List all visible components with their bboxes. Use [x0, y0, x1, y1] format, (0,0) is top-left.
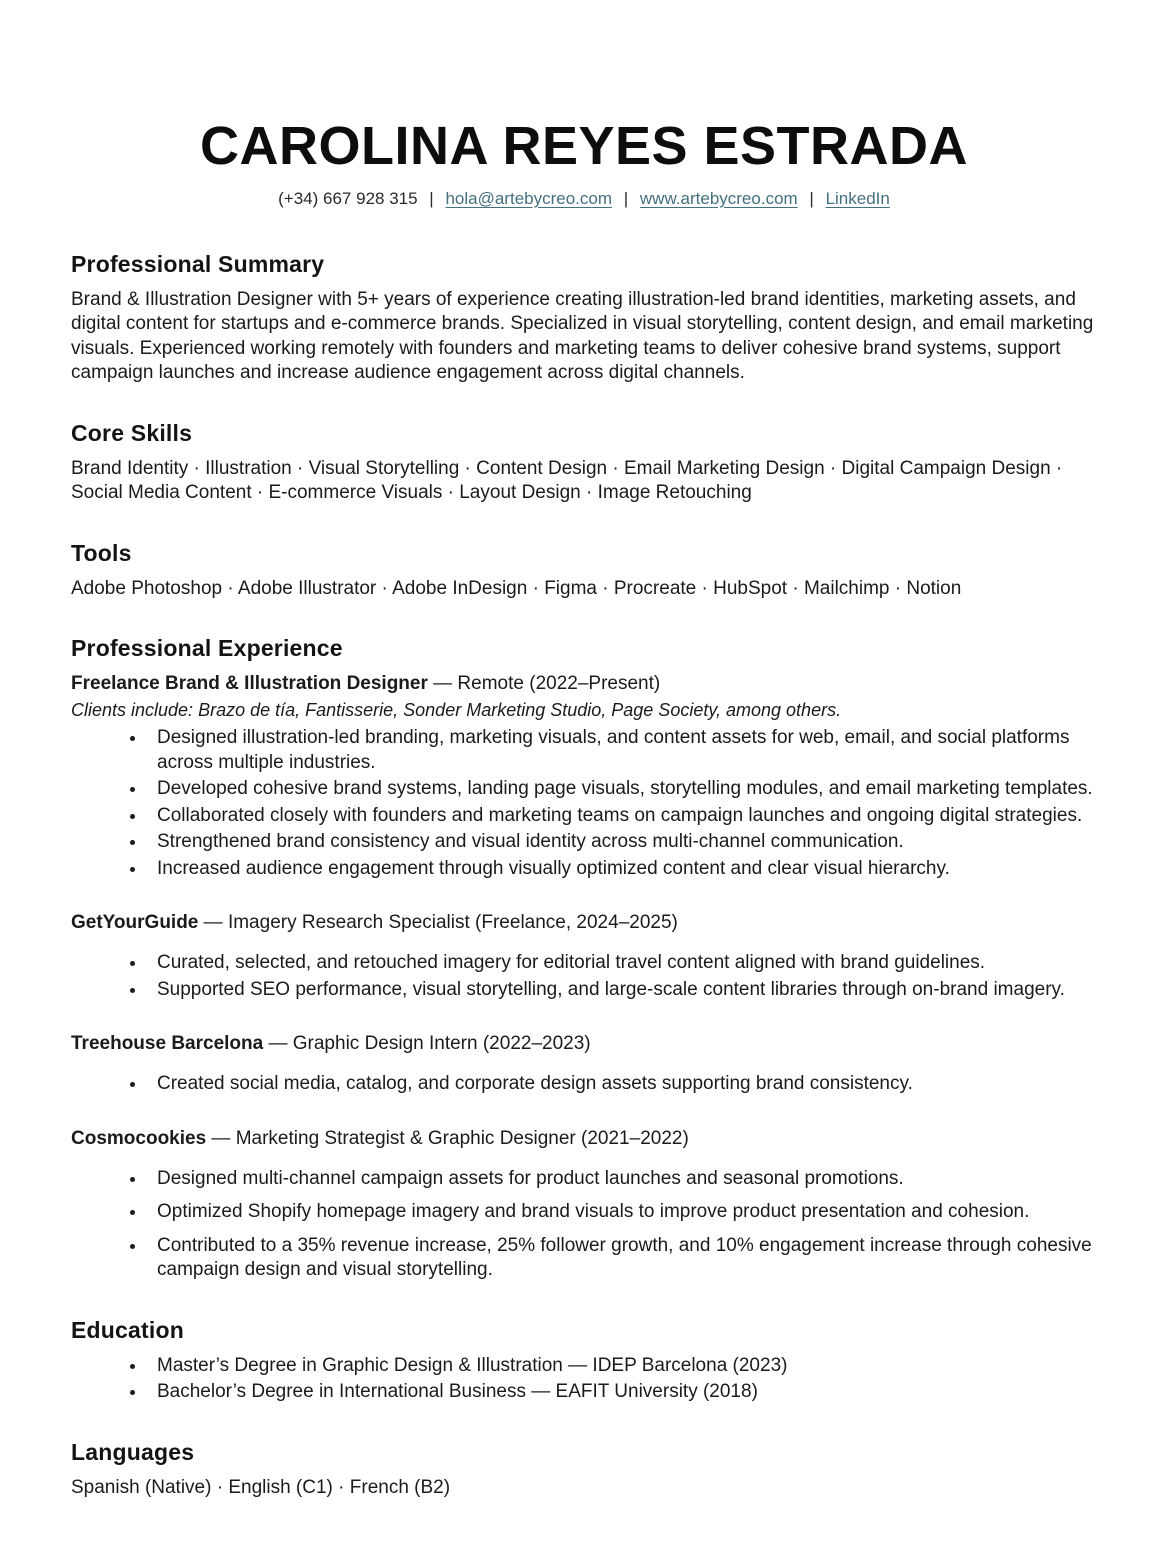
- email-link[interactable]: hola@artebycreo.com: [445, 188, 613, 208]
- job-bullet: • Designed multi-channel campaign assets for product launches and seasonal promotions.: [147, 1167, 1097, 1192]
- job-bullet: • Developed cohesive brand systems, landing page visuals, storytelling modules, and email marketing templates.: [147, 777, 1097, 802]
- job-title-bold: Freelance Brand & Illustration Designer: [71, 673, 428, 695]
- section-tools: [71, 540, 1097, 602]
- job-bullet: • Collaborated closely with founders and marketing teams on campaign launches and ongoing digital strategies.: [147, 804, 1097, 829]
- section-title-tools: Tools: [71, 539, 132, 566]
- contact-separator: |: [809, 188, 814, 208]
- section-title-education: Education: [71, 1316, 184, 1343]
- job-heading: [71, 672, 1097, 696]
- job-heading: [71, 1127, 1097, 1151]
- job-title-bold: GetYourGuide: [71, 912, 199, 934]
- section-title-languages: Languages: [71, 1438, 195, 1465]
- core-skills-text: Brand Identity · Illustration · Visual Storytelling · Content Design · Email Marketing Design · Digital Campaign Design · Social Media Content · E-commerce Visuals · Layout Design · Image Retouching: [71, 457, 1063, 504]
- resume-header: [71, 118, 1097, 209]
- job-bullet-list: [71, 1072, 1097, 1097]
- contact-separator: |: [429, 188, 434, 208]
- job-getyourguide: [71, 911, 1097, 1002]
- job-heading: [71, 911, 1097, 935]
- job-meta: — Marketing Strategist & Graphic Designer (2021–2022): [206, 1127, 689, 1149]
- job-title-bold: Treehouse Barcelona: [71, 1033, 264, 1055]
- job-bullet-list: [71, 1167, 1097, 1283]
- candidate-name: CAROLINA REYES ESTRADA: [199, 116, 969, 176]
- job-meta: — Graphic Design Intern (2022–2023): [263, 1033, 591, 1055]
- job-bullet-list: [71, 726, 1097, 881]
- education-bullet: • Master’s Degree in Graphic Design & Illustration — IDEP Barcelona (2023): [147, 1354, 1097, 1379]
- section-professional-experience: [71, 635, 1097, 1283]
- section-languages: [71, 1439, 1097, 1501]
- languages-text: Spanish (Native) · English (C1) · French (B2): [71, 1476, 451, 1498]
- job-meta: — Remote (2022–Present): [427, 673, 661, 695]
- job-bullet: • Supported SEO performance, visual storytelling, and large-scale content libraries through on-brand imagery.: [147, 978, 1097, 1003]
- tools-text: Adobe Photoshop · Adobe Illustrator · Adobe InDesign · Figma · Procreate · HubSpot · Mailchimp · Notion: [71, 577, 962, 599]
- job-bullet: • Created social media, catalog, and corporate design assets supporting brand consistency.: [147, 1072, 1097, 1097]
- linkedin-link[interactable]: LinkedIn: [825, 188, 890, 208]
- job-bullet: • Optimized Shopify homepage imagery and brand visuals to improve product presentation and cohesion.: [147, 1200, 1097, 1225]
- section-title-professional-summary: Professional Summary: [71, 250, 325, 277]
- job-title-bold: Cosmocookies: [71, 1127, 207, 1149]
- job-bullet: • Contributed to a 35% revenue increase, 25% follower growth, and 10% engagement increase through cohesive campaign design and visual storytelling.: [147, 1234, 1097, 1283]
- job-bullet-list: [71, 951, 1097, 1002]
- section-education: [71, 1317, 1097, 1405]
- job-bullet: • Increased audience engagement through visually optimized content and clear visual hierarchy.: [147, 857, 1097, 882]
- education-bullet-list: [71, 1354, 1097, 1405]
- phone-number: (+34) 667 928 315: [278, 188, 418, 208]
- section-title-core-skills: Core Skills: [71, 419, 193, 446]
- website-link[interactable]: www.artebycreo.com: [639, 188, 798, 208]
- job-bullet: • Designed illustration-led branding, marketing visuals, and content assets for web, email, and social platforms across multiple industries.: [147, 726, 1097, 775]
- job-bullet: • Curated, selected, and retouched imagery for editorial travel content aligned with brand guidelines.: [147, 951, 1097, 976]
- job-meta: — Imagery Research Specialist (Freelance, 2024–2025): [198, 912, 678, 934]
- job-freelance-brand-illustration-designer: [71, 672, 1097, 881]
- section-professional-summary: [71, 251, 1097, 386]
- job-heading: [71, 1032, 1097, 1056]
- section-core-skills: [71, 420, 1097, 506]
- contact-line: [71, 189, 1097, 209]
- education-bullet: • Bachelor’s Degree in International Business — EAFIT University (2018): [147, 1380, 1097, 1405]
- section-title-professional-experience: Professional Experience: [71, 635, 343, 662]
- job-treehouse-barcelona: [71, 1032, 1097, 1097]
- clients-note: Clients include: Brazo de tía, Fantisserie, Sonder Marketing Studio, Page Society, among others.: [71, 700, 842, 721]
- job-bullet: • Strengthened brand consistency and visual identity across multi-channel communication.: [147, 830, 1097, 855]
- contact-separator: |: [623, 188, 629, 208]
- professional-summary-text: Brand & Illustration Designer with 5+ years of experience creating illustration-led brand identities, marketing assets, and digital content for startups and e-commerce brands. Specialized in visual storytelling, content design, and email marketing visuals. Experienced working remotely with founders and marketing teams to deliver cohesive brand systems, support campaign launches and increase audience engagement across digital channels.: [71, 288, 1094, 384]
- job-cosmocookies: [71, 1127, 1097, 1283]
